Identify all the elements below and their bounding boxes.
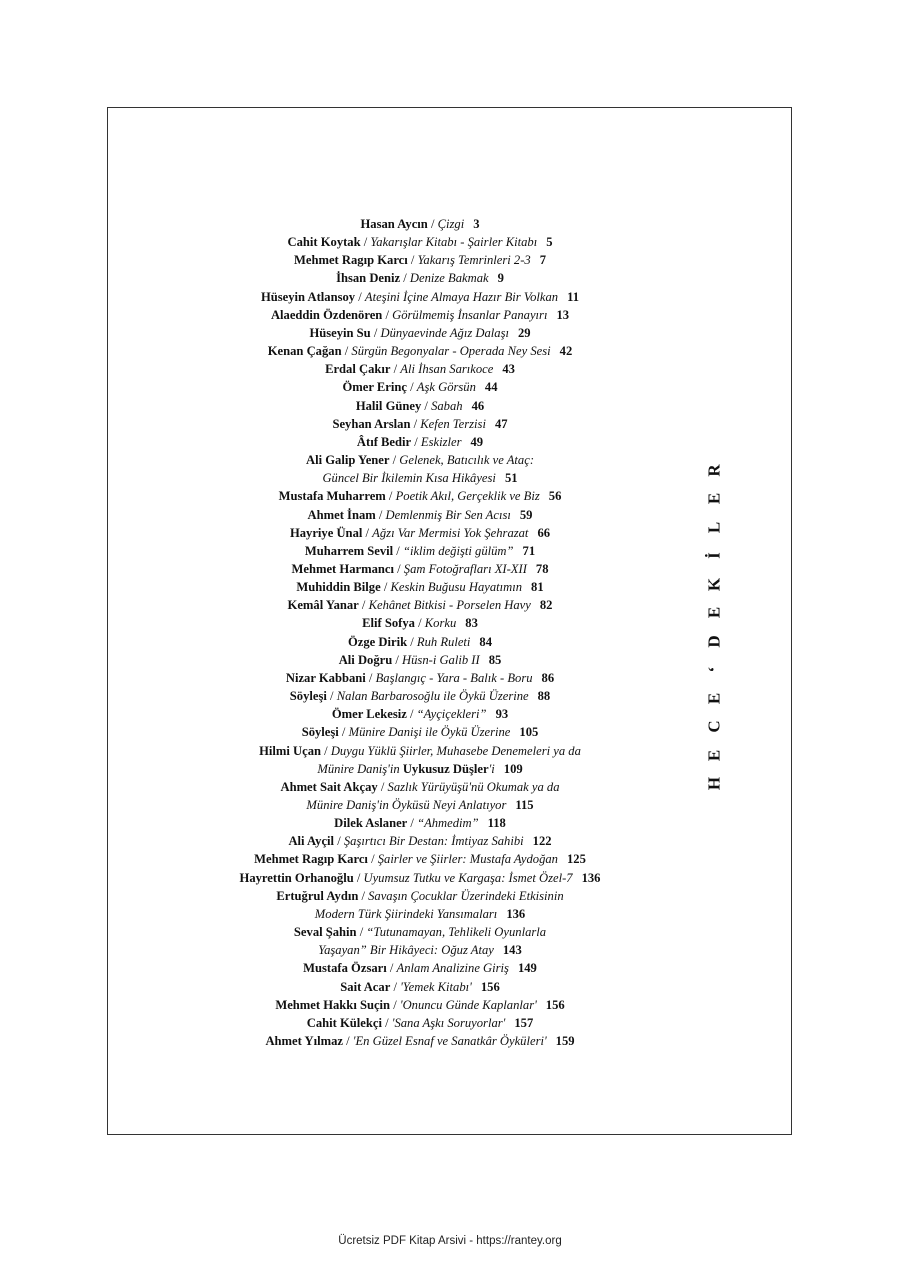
toc-page-number: 159 [555, 1034, 575, 1049]
toc-page-number: 115 [515, 798, 534, 812]
toc-title-text: Modern Türk Şiirindeki Yansımaları [314, 906, 498, 921]
toc-title [364, 871, 573, 885]
toc-entry [208, 215, 632, 233]
toc-title-text: Dünyaevinde Ağız Dalaşı [380, 325, 509, 340]
toc-separator: / [407, 634, 417, 649]
toc-title [306, 798, 506, 812]
toc-title [418, 253, 531, 267]
toc-author: Mehmet Ragıp Karcı [254, 852, 368, 867]
toc-separator: / [390, 997, 400, 1012]
toc-page-number: 42 [559, 344, 573, 359]
toc-separator: / [393, 561, 404, 576]
toc-separator: / [407, 253, 418, 268]
toc-title-text: Şairler ve Şiirler: Mustafa Aydoğan [377, 852, 558, 867]
toc-title [388, 780, 560, 794]
toc-entry [208, 251, 632, 269]
toc-entry [208, 614, 632, 632]
toc-separator: / [377, 779, 388, 794]
toc-entry [208, 433, 632, 451]
toc-separator: / [341, 344, 352, 359]
toc-page-number: 86 [541, 670, 555, 685]
toc-title [392, 1016, 506, 1030]
toc-entry [208, 233, 632, 251]
toc-title-text: Ateşini İçine Almaya Hazır Bir Volkan [364, 289, 559, 304]
toc-title-text: Poetik Akıl, Gerçeklik ve Biz [395, 489, 540, 504]
toc-author: Ertuğrul Aydın [276, 888, 359, 903]
toc-separator: / [334, 834, 344, 849]
toc-title-text: Nalan Barbarosoğlu ile Öykü Üzerine [336, 689, 529, 704]
toc-entry [208, 705, 632, 723]
toc-page-number: 109 [503, 761, 523, 776]
toc-title-text: Başlangıç - Yara - Balık - Boru [375, 670, 533, 685]
toc-page-number: 125 [566, 852, 586, 867]
toc-entry [208, 778, 632, 796]
toc-author: Söyleşi [289, 689, 327, 704]
toc-title [417, 816, 479, 830]
toc-author: Seyhan Arslan [332, 416, 411, 431]
toc-title [400, 980, 472, 994]
toc-separator: / [389, 453, 400, 468]
toc-entry [208, 905, 632, 923]
toc-page-number: 46 [471, 398, 485, 413]
toc-title-text: Uyumsuz Tutku ve Kargaşa: İsmet Özel-7 [363, 870, 573, 885]
toc-page-number: 156 [480, 979, 500, 994]
toc-author: Ahmet İnam [307, 507, 376, 522]
toc-page-number: 82 [539, 598, 553, 613]
toc-title-text: Demlenmiş Bir Sen Acısı [385, 507, 511, 522]
toc-separator: / [356, 925, 367, 940]
toc-page-number: 93 [495, 707, 509, 722]
toc-author: Seval Şahin [293, 925, 357, 940]
toc-page-number: 136 [506, 906, 526, 921]
toc-author: Hüseyin Su [309, 325, 371, 340]
toc-title-text: Yakarışlar Kitabı - Şairler Kitabı [370, 235, 538, 250]
toc-entry [208, 397, 632, 415]
toc-title [391, 580, 523, 594]
toc-title-text: Eskizler [420, 434, 462, 449]
toc-title [417, 635, 471, 649]
toc-entry [208, 723, 632, 741]
toc-page-number: 9 [497, 271, 504, 286]
toc-title [399, 453, 534, 467]
toc-title-text: Aşk Görsün [416, 380, 476, 395]
toc-entry [208, 978, 632, 996]
toc-title [344, 834, 524, 848]
toc-entry [208, 1014, 632, 1032]
toc-page-number: 143 [502, 943, 522, 958]
toc-title-text: Münire Danişi ile Öykü Üzerine [348, 725, 511, 740]
toc-separator: / [385, 489, 396, 504]
toc-title-text: Münire Daniş'in [317, 761, 400, 776]
toc-title-text: Kehânet Bitkisi - Porselen Havy [368, 598, 531, 613]
toc-title [331, 744, 581, 758]
toc-separator: / [406, 707, 417, 722]
toc-title-text: Gelenek, Batıcılık ve Ataç: [399, 453, 535, 468]
toc-title-bold: Uykusuz Düşler [402, 761, 489, 776]
toc-author: Mustafa Özsarı [303, 961, 387, 976]
toc-author: Ali Ayçil [288, 834, 335, 849]
toc-page-number: 29 [517, 325, 531, 340]
toc-title-text: 'Onuncu Günde Kaplanlar' [399, 997, 537, 1012]
section-heading-letter: E [704, 749, 724, 761]
toc-entry [208, 669, 632, 687]
toc-title-suffix: 'i [488, 761, 495, 776]
toc-page-number: 71 [522, 543, 536, 558]
toc-separator: / [411, 434, 421, 449]
toc-author: Söyleşi [301, 725, 339, 740]
toc-separator: / [386, 961, 397, 976]
toc-page-number: 59 [519, 507, 533, 522]
toc-separator: / [363, 235, 371, 250]
section-heading-letter: H [704, 776, 724, 791]
toc-title [425, 616, 456, 630]
toc-entry [208, 832, 632, 850]
toc-title-text: Sabah [431, 398, 463, 413]
toc-title-text: Hüsn-i Galib II [402, 652, 480, 667]
toc-entry [208, 524, 632, 542]
toc-title [349, 725, 511, 739]
toc-separator: / [367, 852, 378, 867]
section-heading-letter: R [704, 464, 724, 477]
toc-page-number: 47 [494, 416, 508, 431]
toc-page-number: 149 [517, 961, 537, 976]
section-heading-letter: İ [704, 552, 724, 560]
toc-entry [208, 560, 632, 578]
toc-page-number: 49 [470, 434, 484, 449]
toc-author: Alaeddin Özdenören [270, 307, 383, 322]
toc-title [315, 907, 498, 921]
toc-separator: / [338, 725, 349, 740]
toc-author: Muhiddin Bilge [296, 580, 381, 595]
toc-author: Sait Acar [340, 979, 391, 994]
toc-entry [208, 959, 632, 977]
toc-entry [208, 469, 632, 487]
toc-entry [208, 869, 632, 887]
toc-separator: / [421, 398, 432, 413]
toc-title-text: Ali İhsan Sarıkoce [400, 362, 494, 377]
toc-page-number: 78 [535, 561, 549, 576]
toc-entry [208, 506, 632, 524]
toc-title-text: Kefen Terzisi [420, 416, 486, 431]
toc-entry [208, 887, 632, 905]
toc-title [403, 544, 514, 558]
toc-page-number: 122 [532, 834, 552, 849]
toc-title [372, 526, 528, 540]
toc-title [431, 399, 462, 413]
toc-entry [208, 941, 632, 959]
toc-page-number: 43 [502, 362, 515, 377]
toc-entry [208, 578, 632, 596]
toc-title [397, 961, 509, 975]
toc-title [420, 417, 486, 431]
toc-title [400, 998, 537, 1012]
toc-author: Hayriye Ünal [289, 525, 363, 540]
toc-title [402, 653, 480, 667]
section-heading-letter: ‘ [704, 666, 724, 673]
toc-title [396, 489, 540, 503]
toc-separator: / [392, 652, 403, 667]
toc-entry [208, 760, 632, 778]
toc-title-text: Şaşırtıcı Bir Destan: İmtiyaz Sahibi [343, 834, 524, 849]
toc-separator: / [390, 362, 401, 377]
toc-title [369, 598, 531, 612]
toc-author: Cahit Koytak [287, 235, 364, 250]
toc-entry [208, 633, 632, 651]
toc-separator: / [326, 689, 337, 704]
toc-separator: / [414, 616, 425, 631]
toc-page-number: 44 [484, 380, 498, 395]
toc-separator: / [410, 416, 421, 431]
toc-entry [208, 1032, 632, 1050]
toc-page-number: 118 [487, 816, 506, 831]
toc-page-number: 56 [548, 489, 562, 504]
footer-text: Ücretsiz PDF Kitap Arsivi - https://rantey.org [338, 1235, 562, 1247]
toc-separator: / [406, 380, 417, 395]
toc-separator: / [362, 525, 373, 540]
toc-entry [208, 306, 632, 324]
toc-title-text: Savaşın Çocuklar Üzerindeki Etkisinin [368, 888, 564, 903]
toc-separator: / [358, 598, 369, 613]
toc-page-number: 83 [465, 616, 478, 631]
toc-title-text: 'En Güzel Esnaf ve Sanatkâr Öyküleri' [352, 1034, 547, 1049]
toc-title [392, 308, 547, 322]
toc-author: Hayrettin Orhanoğlu [239, 870, 354, 885]
toc-entry [208, 651, 632, 669]
section-heading-letter: C [704, 720, 724, 733]
toc-page-number: 157 [514, 1015, 534, 1030]
toc-title [417, 380, 476, 394]
toc-entry [208, 796, 632, 814]
toc-entry [208, 742, 632, 760]
toc-entry [208, 415, 632, 433]
toc-author: Mehmet Harmancı [291, 561, 394, 576]
toc-entry [208, 360, 632, 378]
toc-title-text: Güncel Bir İkilemin Kısa Hikâyesi [322, 471, 496, 486]
toc-separator: / [355, 289, 365, 304]
toc-title-text: “Ahmedim” [417, 816, 479, 831]
toc-title-text: Sürgün Begonyalar - Operada Ney Sesi [351, 344, 551, 359]
toc-title [380, 326, 508, 340]
toc-title-text: Şam Fotoğrafları XI-XII [403, 561, 527, 576]
toc-page-number: 84 [479, 634, 492, 649]
toc-page-number: 11 [567, 289, 580, 304]
toc-page-number: 7 [539, 253, 547, 268]
toc-separator: / [400, 271, 410, 286]
toc-separator: / [365, 670, 376, 685]
toc-author: İhsan Deniz [336, 271, 401, 286]
toc-separator: / [342, 1034, 353, 1049]
toc-author: Ömer Lekesiz [331, 707, 407, 722]
section-heading-letter: L [704, 521, 724, 534]
toc-entry [208, 850, 632, 868]
toc-title-text: 'Yemek Kitabı' [400, 979, 472, 994]
toc-title-text: Münire Daniş'in Öyküsü Neyi Anlatıyor [306, 798, 507, 812]
toc-title [386, 508, 511, 522]
toc-page-number: 88 [537, 689, 551, 704]
toc-author: Kemâl Yanar [287, 598, 359, 613]
toc-author: Hüseyin Atlansoy [260, 289, 356, 304]
toc-title [351, 344, 550, 358]
toc-title [400, 362, 493, 376]
toc-title [370, 235, 537, 249]
toc-title [353, 1034, 547, 1048]
toc-page-number: 51 [504, 471, 518, 486]
section-heading-letter: E [704, 493, 724, 505]
toc-title-text: Korku [424, 616, 457, 631]
toc-author: Ömer Erinç [342, 380, 407, 395]
toc-entry [208, 996, 632, 1014]
toc-entry [208, 451, 632, 469]
toc-author: Elif Sofya [362, 616, 415, 631]
toc-entry [208, 814, 632, 832]
toc-entry [208, 542, 632, 560]
toc-author: Nizar Kabbani [285, 670, 366, 685]
toc-author: Mehmet Ragıp Karcı [293, 253, 408, 268]
section-heading-letter: D [704, 635, 724, 648]
toc-author: Mehmet Hakkı Suçin [275, 997, 391, 1012]
toc-author: Ali Doğru [338, 652, 393, 667]
toc-page-number: 136 [581, 870, 601, 885]
toc-title [366, 925, 546, 939]
toc-entry [208, 324, 632, 342]
toc-title [410, 271, 489, 285]
toc-page-number: 105 [519, 725, 539, 740]
toc-title-text: Ruh Ruleti [416, 634, 471, 649]
toc-author: Ahmet Sait Akçay [280, 779, 378, 794]
section-heading-letter: E [704, 607, 724, 619]
toc-author: Mustafa Muharrem [278, 489, 386, 504]
toc-title-text: 'Sana Aşkı Soruyorlar' [391, 1015, 506, 1030]
toc-title [322, 471, 495, 485]
toc-page-number: 156 [545, 997, 565, 1012]
toc-author: Halil Güney [355, 398, 422, 413]
toc-separator: / [427, 217, 438, 231]
toc-author: Ahmet Yılmaz [265, 1034, 343, 1049]
toc-title [365, 290, 558, 304]
toc-title-text: Anlam Analizine Giriş [396, 961, 509, 976]
toc-title-text: “Ayçiçekleri” [416, 707, 487, 722]
toc-title-text: Yakarış Temrinleri 2-3 [417, 253, 531, 268]
toc-page-number: 3 [473, 217, 480, 231]
toc-separator: / [380, 580, 391, 595]
toc-separator: / [382, 307, 393, 322]
toc-title [376, 671, 533, 685]
toc-separator: / [375, 507, 386, 522]
toc-separator: / [370, 325, 381, 340]
toc-author: Muharrem Sevil [304, 543, 394, 558]
toc-author: Ali Galip Yener [305, 453, 390, 468]
toc-entry [208, 342, 632, 360]
toc-page-number: 85 [488, 652, 502, 667]
toc-entry [208, 687, 632, 705]
toc-title [438, 217, 465, 231]
toc-page-number: 13 [556, 307, 570, 322]
toc-title-text: Ağzı Var Mermisi Yok Şehrazat [372, 525, 529, 540]
toc-title-text: Görülmemiş İnsanlar Panayırı [392, 307, 548, 322]
toc-separator: / [390, 979, 401, 994]
section-heading-letter: E [704, 692, 724, 704]
toc-title-text: Yaşayan” Bir Hikâyeci: Oğuz Atay [318, 943, 494, 958]
toc-author: Erdal Çakır [325, 362, 391, 377]
toc-author: Dilek Aslaner [334, 816, 408, 831]
toc-page-number: 66 [537, 525, 551, 540]
toc-title [378, 852, 558, 866]
toc-author: Özge Dirik [347, 634, 408, 649]
section-heading-letter: K [704, 577, 724, 591]
toc-title [421, 435, 462, 449]
toc-title-text: “iklim değişti gülüm” [402, 543, 514, 558]
toc-separator: / [393, 543, 403, 558]
toc-entry [208, 288, 632, 306]
toc-title-text: Denize Bakmak [409, 271, 489, 286]
toc-separator: / [321, 743, 331, 758]
toc-separator: / [381, 1015, 392, 1030]
toc-title-text: Sazlık Yürüyüşü'nü Okumak ya da [387, 779, 560, 794]
toc-title-text: Keskin Buğusu Hayatımın [390, 580, 523, 595]
toc-entry [208, 596, 632, 614]
toc-author: Cahit Külekçi [306, 1015, 382, 1030]
toc-entry [208, 378, 632, 396]
toc-entry [208, 487, 632, 505]
toc-title [317, 762, 494, 776]
toc-title [404, 562, 527, 576]
toc-title [368, 889, 564, 903]
toc-entry [208, 269, 632, 287]
toc-page-number: 81 [531, 580, 544, 595]
toc-separator: / [407, 816, 418, 831]
toc-separator: / [353, 870, 364, 885]
toc-title-text: Çizgi [437, 217, 465, 231]
table-of-contents [208, 215, 632, 1050]
section-heading-vertical [701, 462, 727, 792]
toc-title-text: “Tutunamayan, Tehlikeli Oyunlarla [366, 925, 547, 940]
toc-author: Âtıf Bedir [356, 434, 412, 449]
toc-entry [208, 923, 632, 941]
toc-author: Hilmi Uçan [259, 743, 322, 758]
toc-author: Kenan Çağan [267, 344, 342, 359]
toc-title [318, 943, 494, 957]
toc-title [417, 707, 487, 721]
toc-author: Hasan Aycın [360, 217, 428, 231]
toc-page-number: 5 [546, 235, 553, 250]
toc-title [337, 689, 529, 703]
toc-separator: / [358, 888, 369, 903]
toc-title-text: Duygu Yüklü Şiirler, Muhasebe Denemeleri ya da [330, 743, 581, 758]
